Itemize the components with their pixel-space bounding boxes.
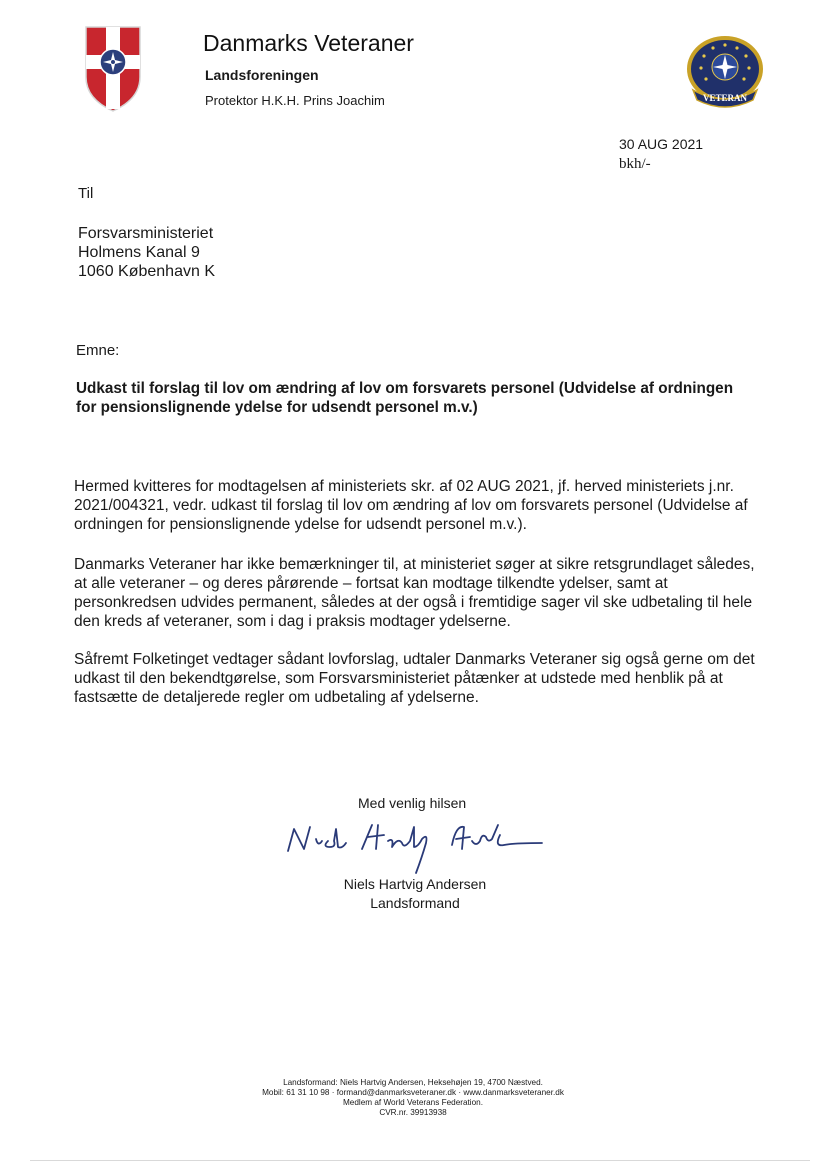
footer-line: Mobil: 61 31 10 98 · formand@danmarksveteraner.dk · www.danmarksveteraner.dk [262, 1088, 564, 1097]
footer-line: Landsformand: Niels Hartvig Andersen, Heksehøjen 19, 4700 Næstved. [283, 1078, 543, 1087]
subject-label: Emne: [76, 342, 120, 359]
closing-greeting: Med venlig hilsen [358, 795, 467, 811]
recipient-address [78, 224, 215, 281]
handwritten-signature-icon [280, 815, 550, 877]
recipient-label: Til [78, 185, 94, 202]
veteran-badge-icon [683, 34, 767, 110]
page-edge-divider [30, 1160, 810, 1161]
footer-line: Medlem af World Veterans Federation. [342, 1098, 483, 1107]
signer-title: Landsformand [370, 895, 460, 911]
letter-footer [163, 1078, 663, 1118]
address-line: Forsvarsministeriet [78, 225, 214, 242]
body-paragraph: Såfremt Folketinget vedtager sådant lovforslag, udtaler Danmarks Veteraner sig også gerne om det udkast til den bekendtgørelse, som Forsvarsministeriet påtænker at udstede med henblik på at fastsætte de detaljerede regler om udbetaling af ydelserne. [74, 651, 755, 706]
crest-logo-icon [84, 25, 142, 113]
badge-label: VETERAN [702, 93, 748, 103]
patron-line: Protektor H.K.H. Prins Joachim [205, 93, 385, 108]
footer-line: CVR.nr. 39913938 [379, 1108, 447, 1117]
signer-name: Niels Hartvig Andersen [343, 876, 487, 892]
body-paragraph: Danmarks Veteraner har ikke bemærkninger til, at ministeriet søger at sikre retsgrundlaget således, at alle veteraner – og deres pårørende – fortsat kan modtage tilkendte ydelser, samt at personkredsen udvides permanent, således at der også i fremtidige sager vil ske udbetaling til hele den kreds af veteraner, som i dag i praksis modtager ydelserne. [74, 556, 755, 630]
body-paragraph: Hermed kvitteres for modtagelsen af ministeriets skr. af 02 AUG 2021, jf. herved ministeriets j.nr. 2021/004321, vedr. udkast til forslag til lov om ændring af lov om forsvarets personel (Udvidelse af ordningen for pensionslignende ydelse for udsendt personel m.v.). [74, 478, 748, 533]
reference-code: bkh/- [619, 156, 651, 172]
subject-title: Udkast til forslag til lov om ændring af lov om forsvarets personel (Udvidelse af ordningen for pensionslignende ydelse for udsendt personel m.v.) [76, 380, 734, 416]
org-subtitle: Landsforeningen [205, 67, 319, 83]
letter-date: 30 AUG 2021 [619, 136, 704, 152]
org-name: Danmarks Veteraner [203, 30, 414, 56]
address-line: Holmens Kanal 9 [78, 244, 200, 261]
signer-block [330, 875, 500, 913]
address-line: 1060 København K [78, 263, 215, 280]
